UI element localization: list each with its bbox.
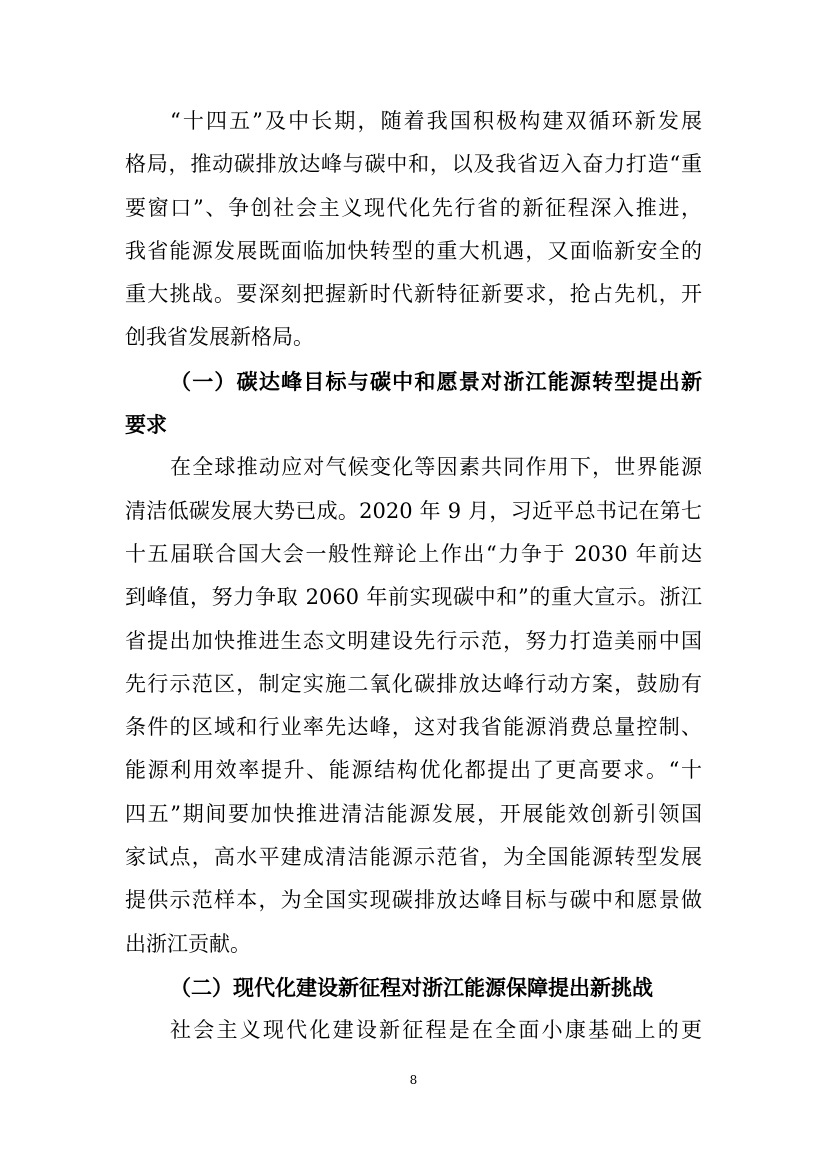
paragraph-2-line-6: 先行示范区，制定实施二氧化碳排放达峰行动方案，鼓励有: [125, 671, 702, 696]
paragraph-2-line-5: 省提出加快推进生态文明建设先行示范，努力打造美丽中国: [125, 628, 702, 653]
section-heading-2: （二）现代化建设新征程对浙江能源保障提出新挑战: [170, 974, 653, 1000]
paragraph-2-line-11: 提供示范样本，为全国实现碳排放达峰目标与碳中和愿景做: [125, 888, 702, 913]
paragraph-1-line-6: 创我省发展新格局。: [125, 325, 314, 350]
paragraph-1-line-3: 要窗口”、争创社会主义现代化先行省的新征程深入推进，: [125, 195, 702, 220]
paragraph-1-line-1: “十四五”及中长期，随着我国积极构建双循环新发展: [170, 109, 702, 133]
paragraph-2-line-7: 条件的区域和行业率先达峰，这对我省能源消费总量控制、: [125, 715, 702, 740]
paragraph-2-line-1: 在全球推动应对气候变化等因素共同作用下，世界能源: [170, 455, 702, 480]
paragraph-2-line-3: 十五届联合国大会一般性辩论上作出“力争于 2030 年前达: [125, 541, 702, 566]
paragraph-1-line-4: 我省能源发展既面临加快转型的重大机遇，又面临新安全的: [125, 238, 702, 263]
paragraph-2-line-8: 能源利用效率提升、能源结构优化都提出了更高要求。“十: [125, 758, 702, 783]
paragraph-1-line-5: 重大挑战。要深刻把握新时代新特征新要求，抢占先机，开: [125, 282, 702, 307]
page-number: 8: [409, 1073, 418, 1087]
paragraph-2-line-4: 到峰值，努力争取 2060 年前实现碳中和”的重大宣示。浙江: [125, 585, 702, 610]
paragraph-1-line-2: 格局，推动碳排放达峰与碳中和，以及我省迈入奋力打造“重: [125, 152, 702, 177]
paragraph-2-line-2: 清洁低碳发展大势已成。2020 年 9 月，习近平总书记在第七: [125, 498, 702, 523]
paragraph-2-line-10: 家试点，高水平建成清洁能源示范省，为全国能源转型发展: [125, 845, 702, 870]
section-heading-1-line-2: 要求: [125, 412, 167, 438]
paragraph-2-line-9: 四五”期间要加快推进清洁能源发展，开展能效创新引领国: [125, 801, 702, 826]
document-body: [125, 100, 702, 1053]
paragraph-2-line-12: 出浙江贡献。: [125, 931, 251, 956]
section-heading-1-line-1: （一）碳达峰目标与碳中和愿景对浙江能源转型提出新: [170, 368, 702, 394]
paragraph-3-line-1: 社会主义现代化建设新征程是在全面小康基础上的更: [170, 1018, 702, 1043]
